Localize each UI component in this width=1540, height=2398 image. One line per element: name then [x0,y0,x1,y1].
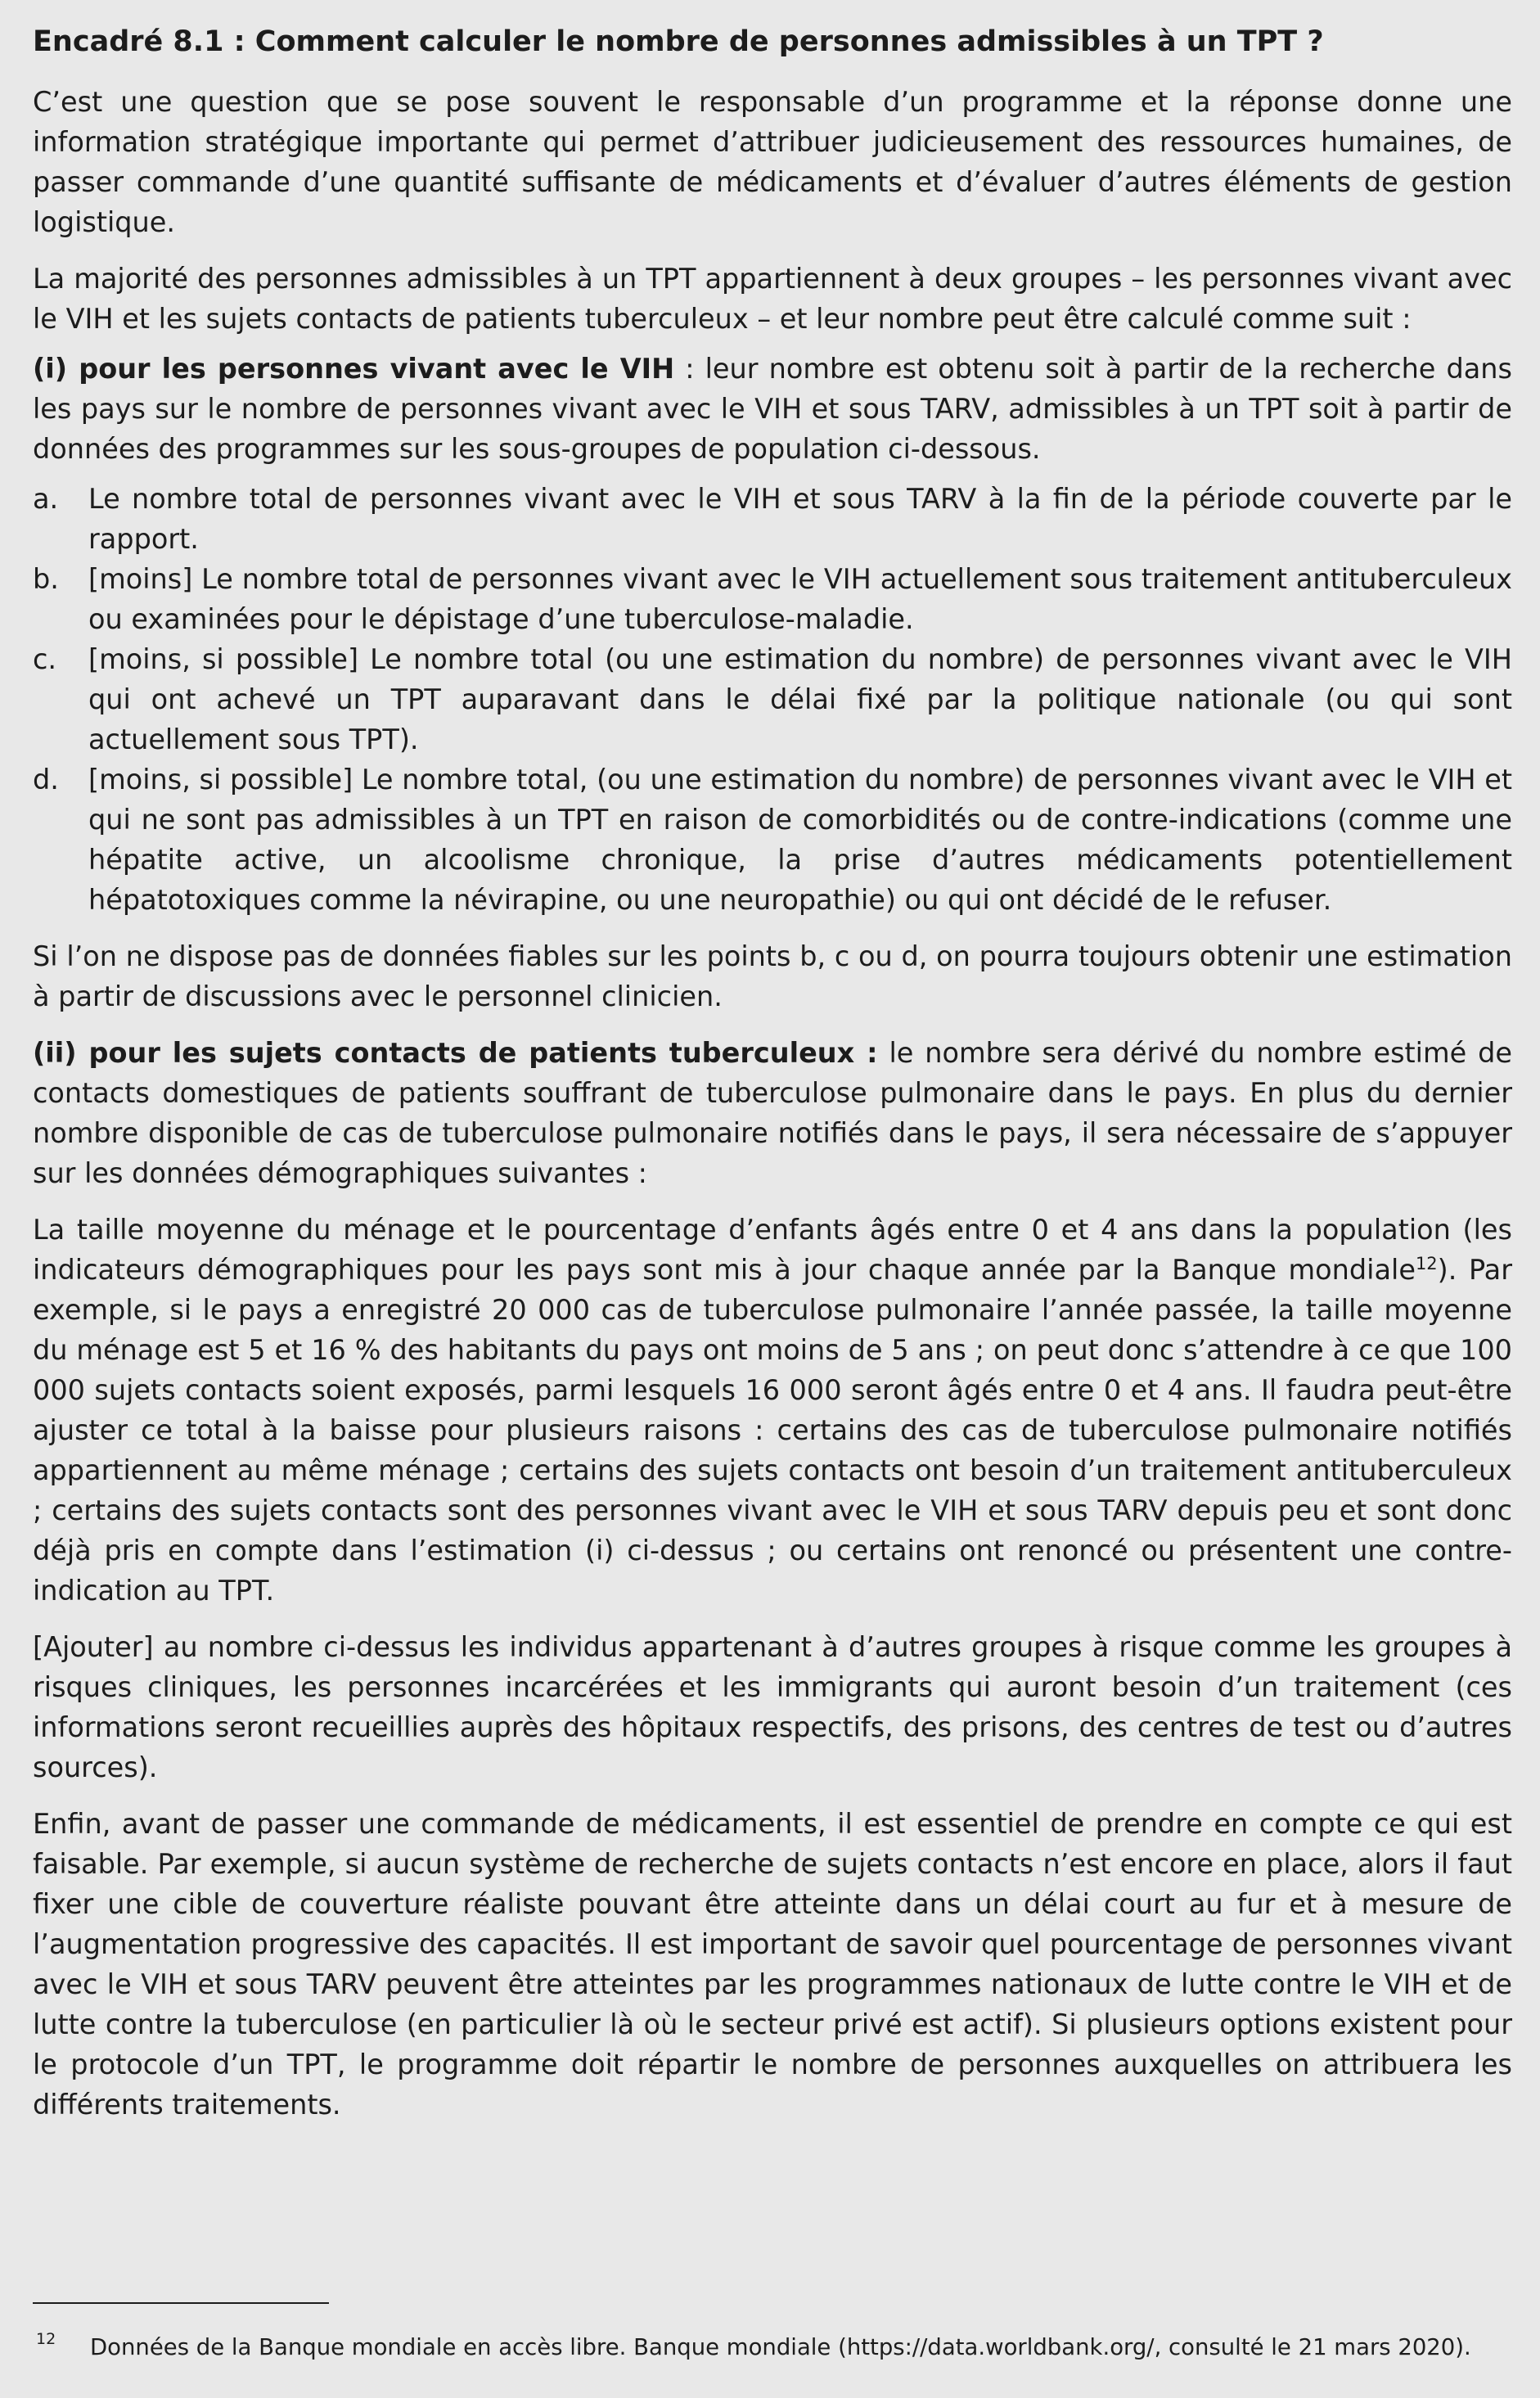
hiv-lead: (i) pour les personnes vivant avec le VIH [33,353,675,385]
list-item-text: [moins, si possible] Le nombre total, (ou une estimation du nombre) de personnes vivant avec le VIH et qui ne sont pas admissibles à un TPT en raison de comorbidités ou de contre-indications (comme une hépatite active, un alcoolisme chronique, la prise d’autres médicaments potentiellement hépatotoxiques comme la névirapine, ou une neuropathie) ou qui ont décidé de le refuser. [88,764,1512,916]
footnote [33,2331,1512,2364]
footnote-text: Données de la Banque mondiale en accès libre. Banque mondiale (https://data.worldbank.org/, consulté le 21 mars 2020). [90,2334,1471,2360]
list-item [33,559,1512,639]
footnote-reference: 12 [1415,1253,1438,1273]
list-marker: b. [33,563,59,595]
add-groups-paragraph: [Ajouter] au nombre ci-dessus les individus appartenant à d’autres groupes à risque comme les groupes à risques cliniques, les personnes incarcérées et les immigrants qui auront besoin d’un traitement (ces informations seront recueillies auprès des hôpitaux respectifs, des prisons, des centres de test ou d’autres sources). [33,1631,1512,1783]
contacts-paragraph [33,1033,1512,1193]
list-marker: d. [33,764,59,796]
intro-paragraph: C’est une question que se pose souvent le responsable d’un programme et la réponse donne une information stratégique importante qui permet d’attribuer judicieusement des ressources humaines, de passer commande d’une quantité suffisante de médicaments et d’évaluer d’autres éléments de gestion logistique. [33,86,1512,238]
list-marker: a. [33,483,59,515]
no-data-paragraph: Si l’on ne dispose pas de données fiables sur les points b, c ou d, on pourra toujours obtenir une estimation à partir de discussions avec le personnel clinicien. [33,940,1512,1012]
household-text-b: ). Par exemple, si le pays a enregistré 20 000 cas de tuberculose pulmonaire l’année passée, la taille moyenne du ménage est 5 et 16 % des habitants du pays ont moins de 5 ans ; on peut donc s’attendre à ce que 100 000 sujets contacts soient exposés, parmi lesquels 16 000 seront âgés entre 0 et 4 ans. Il faudra peut-être ajuster ce total à la baisse pour plusieurs raisons : certains des cas de tuberculose pulmonaire notifiés appartiennent au même ménage ; certains des sujets contacts ont besoin d’un traitement antituberculeux ; certains des sujets contacts sont des personnes vivant avec le VIH et sous TARV depuis peu et sont donc déjà pris en compte dans l’estimation (i) ci-dessus ; ou certains ont renoncé ou présentent une contre-indication au TPT. [33,1254,1512,1607]
hiv-text: : leur nombre est obtenu soit à partir de la recherche dans les pays sur le nombre de personnes vivant avec le VIH et sous TARV, admissibles à un TPT soit à partir de données des programmes sur les sous-groupes de population ci-dessous. [33,353,1512,465]
household-text-a: La taille moyenne du ménage et le pourcentage d’enfants âgés entre 0 et 4 ans dans la population (les indicateurs démographiques pour les pays sont mis à jour chaque année par la Banque mondiale [33,1214,1512,1286]
list-item [33,760,1512,920]
list-item [33,639,1512,760]
list-marker: c. [33,643,57,675]
list-item [33,479,1512,559]
footnote-number: 12 [36,2330,56,2348]
contacts-lead: (ii) pour les sujets contacts de patients tuberculeux : [33,1037,878,1069]
hiv-paragraph [33,349,1512,469]
box-title: Encadré 8.1 : Comment calculer le nombre de personnes admissibles à un TPT ? [33,25,1324,58]
list-item-text: [moins, si possible] Le nombre total (ou une estimation du nombre) de personnes vivant avec le VIH qui ont achevé un TPT auparavant dans le délai fixé par la politique nationale (ou qui sont actuellement sous TPT). [88,643,1512,755]
list-item-text: [moins] Le nombre total de personnes vivant avec le VIH actuellement sous traitement antituberculeux ou examinées pour le dépistage d’une tuberculose-maladie. [88,563,1512,635]
finally-paragraph: Enfin, avant de passer une commande de médicaments, il est essentiel de prendre en compte ce qui est faisable. Par exemple, si aucun système de recherche de sujets contacts n’est encore en place, alors il faut fixer une cible de couverture réaliste pouvant être atteinte dans un délai court au fur et à mesure de l’augmentation progressive des capacités. Il est important de savoir quel pourcentage de personnes vivant avec le VIH et sous TARV peuvent être atteintes par les programmes nationaux de lutte contre le VIH et de lutte contre la tuberculose (en particulier là où le secteur privé est actif). Si plusieurs options existent pour le protocole d’un TPT, le programme doit répartir le nombre de personnes auxquelles on attribuera les différents traitements. [33,1808,1512,2121]
household-paragraph [33,1210,1512,1611]
footnote-divider [33,2302,329,2304]
subgroup-list [33,479,1512,920]
groups-paragraph: La majorité des personnes admissibles à un TPT appartiennent à deux groupes – les personnes vivant avec le VIH et les sujets contacts de patients tuberculeux – et leur nombre peut être calculé comme suit : [33,263,1512,335]
list-item-text: Le nombre total de personnes vivant avec le VIH et sous TARV à la fin de la période couverte par le rapport. [88,483,1512,555]
contacts-text: le nombre sera dérivé du nombre estimé de contacts domestiques de patients souffrant de tuberculose pulmonaire dans le pays. En plus du dernier nombre disponible de cas de tuberculose pulmonaire notifiés dans le pays, il sera nécessaire de s’appuyer sur les données démographiques suivantes : [33,1037,1512,1189]
